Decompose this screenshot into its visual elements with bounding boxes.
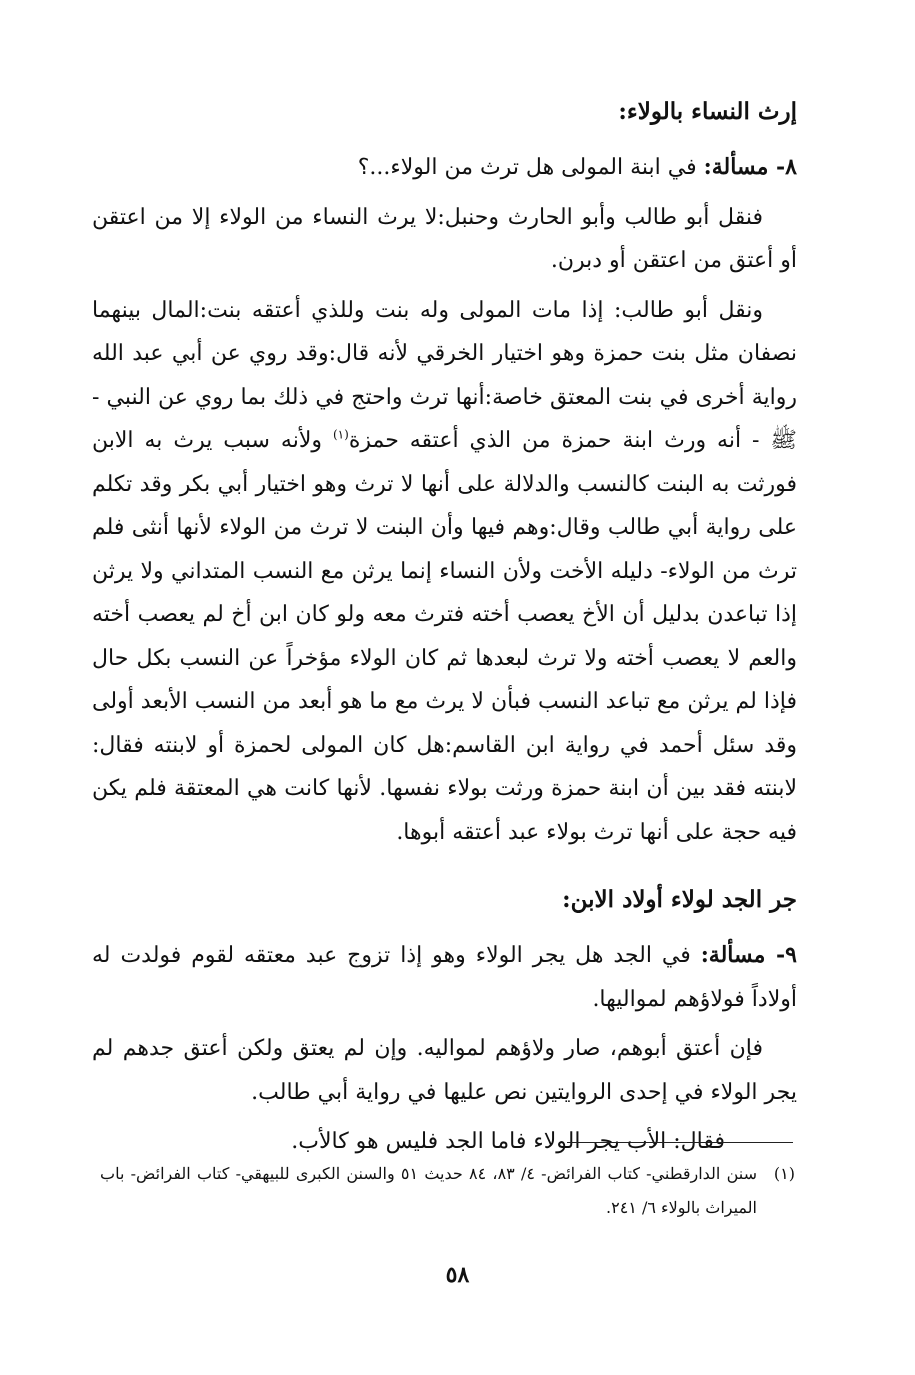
footnote-text: سنن الدارقطني- كتاب الفرائض- ٤/ ٨٣، ٨٤ حديث ٥١ والسنن الكبرى للبيهقي- كتاب الفرائض- باب الميراث بالولاء ٦/ ٢٤١. bbox=[100, 1164, 758, 1217]
paragraph-abu-talib-narration: فنقل أبو طالب وأبو الحارث وحنبل:لا يرث النساء من الولاء إلا من اعتقن أو أعتق من اعتقن أو دبرن. bbox=[92, 204, 797, 273]
footnote bbox=[100, 1157, 795, 1225]
paragraph-father-freed: فإن أعتق أبوهم، صار ولاؤهم لمواليه. وإن لم يعتق ولكن أعتق جدهم لم يجر الولاء في إحدى الروايتين نص عليها في رواية أبي طالب. bbox=[92, 1036, 797, 1105]
paragraph-daughter-of-hamza bbox=[92, 289, 797, 855]
question-9 bbox=[92, 934, 797, 1021]
question-9-label: ٩- مسألة: bbox=[700, 942, 797, 968]
footnote-separator bbox=[567, 1142, 793, 1143]
paragraph-text-after-note: ولأنه سبب يرث به الابن فورثت به البنت كالنسب والدلالة على أنها لا ترث وهو اختيار أبي بكر وقد تكلم على رواية أبي طالب وقال:وهم فيها وأن البنت لا ترث من الولاء لأنها أنثى فلم ترث من الولاء- دليله الأخت ولأن النساء إنما يرثن مع النسب المتداني ولا يرثن إذا تباعدن بدليل أن الأخ يعصب أخته فترث معه ولو كان ابن أخ لم يعصب أخته والعم لا يعصب أخته ولا ترث لبعدها ثم كان الولاء مؤخراً عن النسب بكل حال فإذا لم يرثن مع تباعد النسب فبأن لا يرث مع ما هو أبعد من النسب الأبعد أولى وقد سئل أحمد في رواية ابن القاسم:هل كان المولى لحمزة أو لابنته فقال: لابنته فقد بين أن ابنة حمزة ورثت بولاء نفسها. لأنها كانت هي المعتقة فلم يكن فيه حجة على أنها ترث بولاء عبد أعتقه أبوها. bbox=[92, 428, 797, 845]
paragraph-father-drags-wala: فقال: الأب يجر الولاء فاما الجد فليس هو كالأب. bbox=[291, 1129, 725, 1154]
paragraph-text-before-note: ونقل أبو طالب: إذا مات المولى وله بنت وللذي أعتقه بنت:المال بينهما نصفان مثل بنت حمزة وهو اختيار الخرقي لأنه قال:وقد روي عن أبي عبد الله رواية أخرى في بنت المعتق خاصة:أنها ترث واحتج في ذلك بما روي عن النبي - ﷺ - أنه ورث ابنة حمزة من الذي أعتقه حمزة bbox=[92, 297, 797, 453]
page-body bbox=[92, 92, 797, 1170]
question-8 bbox=[92, 146, 797, 190]
footnote-reference[interactable]: (١) bbox=[332, 427, 349, 442]
page-number: ٥٨ bbox=[445, 1262, 470, 1288]
question-8-label: ٨- مسألة: bbox=[703, 154, 797, 180]
question-9-text: في الجد هل يجر الولاء وهو إذا تزوج عبد معتقه لقوم فولدت له أولاداً فولاؤهم لمواليها. bbox=[92, 943, 797, 1012]
section-heading-grandfather-wala: جر الجد لولاء أولاد الابن: bbox=[562, 886, 797, 913]
question-8-text: في ابنة المولى هل ترث من الولاء...؟ bbox=[357, 155, 704, 180]
section-heading-women-inheritance: إرث النساء بالولاء: bbox=[618, 98, 797, 125]
footnote-marker: (١) bbox=[773, 1164, 795, 1183]
